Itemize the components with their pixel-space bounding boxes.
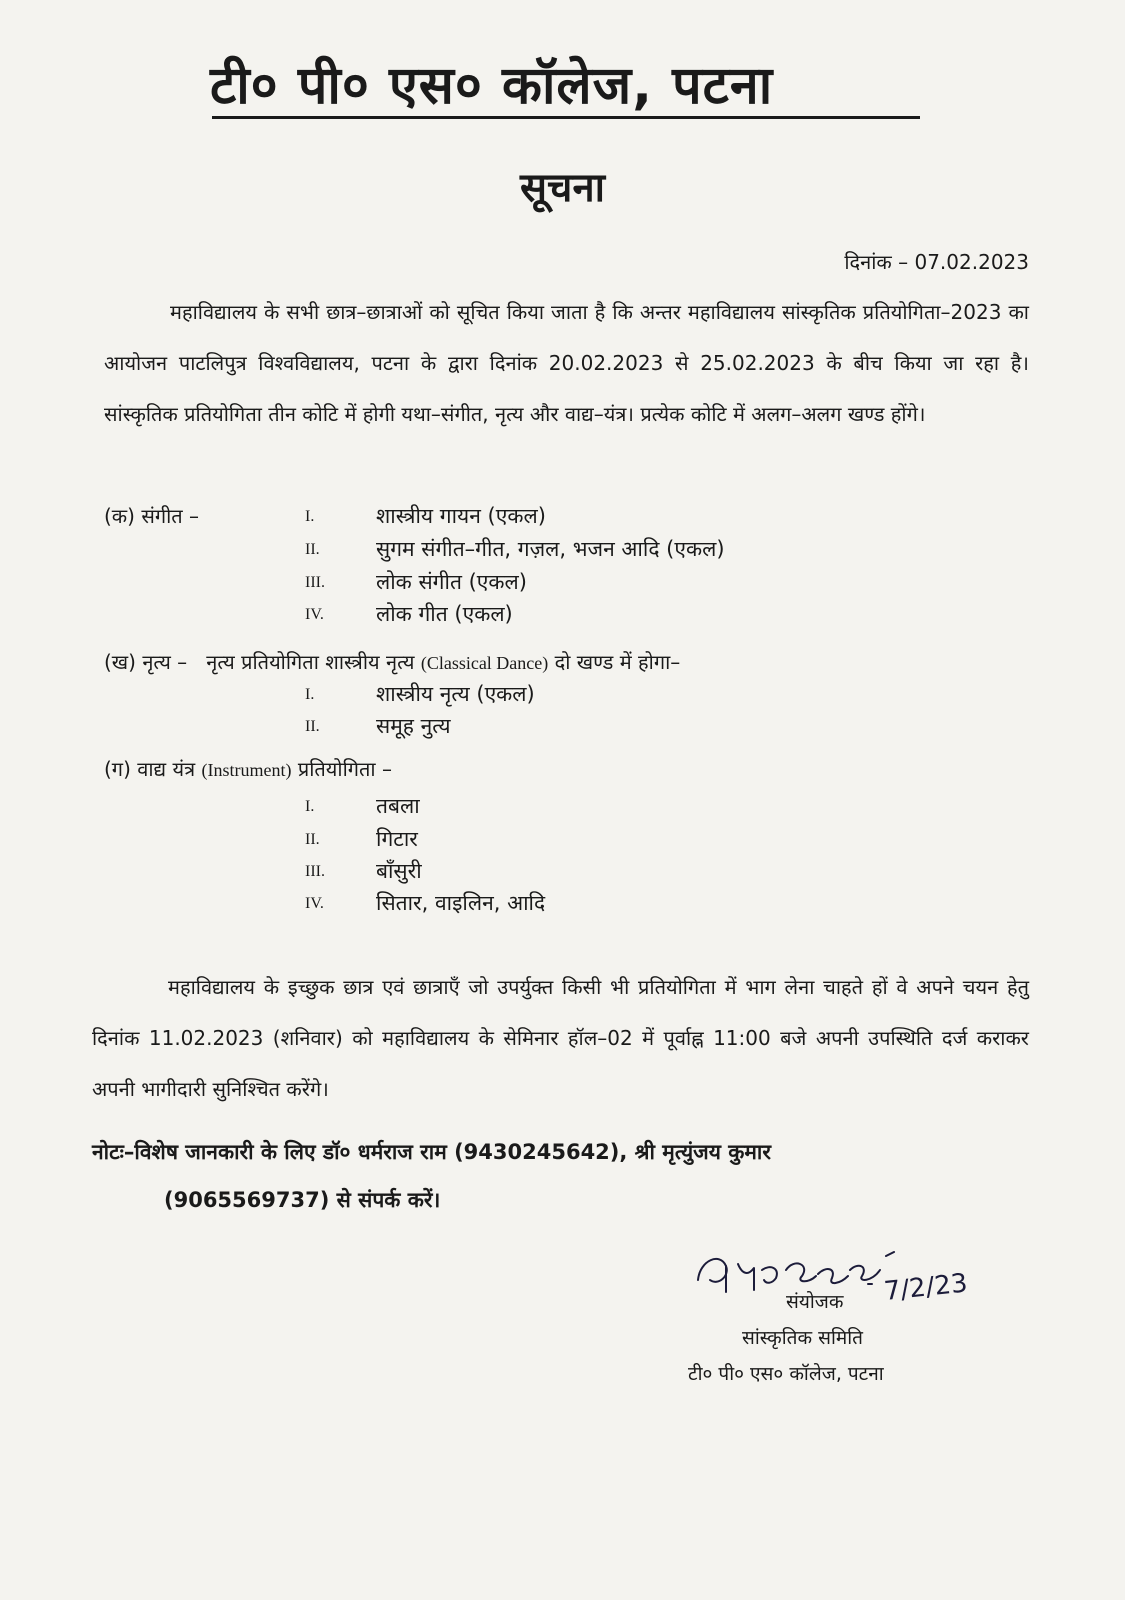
participation-paragraph-text: महाविद्यालय के इच्छुक छात्र एवं छात्राएँ जो उपर्युक्त किसी भी प्रतियोगिता में भाग लेना चाहते हों वे अपने चयन हेतु दिनांक 11.02.2023 (शनिवार) को महाविद्यालय के सेमिनार हॉल–02 में पूर्वाह्न 11:00 बजे अपनी उपस्थिति दर्ज कराकर अपनी भागीदारी सुनिश्चित करेंगे।: [92, 975, 1029, 1101]
participation-paragraph: [92, 962, 1029, 1115]
note-line-2: (9065569737) से संपर्क करें।: [164, 1188, 441, 1212]
signatory-college: टी० पी० एस० कॉलेज, पटना: [688, 1363, 884, 1385]
category-music-label: (क) संगीत –: [104, 504, 200, 528]
signature-block: [690, 1240, 1020, 1420]
handwritten-signature: [690, 1240, 1010, 1320]
category-dance-label: (ख) नृत्य – नृत्य प्रतियोगिता शास्त्रीय नृत्य (Classical Dance) दो खण्ड में होगा–: [104, 650, 681, 674]
notice-heading: सूचना: [520, 165, 605, 211]
category-instrument-label: (ग) वाद्य यंत्र (Instrument) प्रतियोगिता –: [104, 757, 392, 781]
signatory-committee: सांस्कृतिक समिति: [742, 1327, 864, 1349]
intro-paragraph: [104, 287, 1029, 440]
college-title: टी० पी० एस० कॉलेज, पटना: [210, 56, 774, 116]
intro-paragraph-text: महाविद्यालय के सभी छात्र–छात्राओं को सूचित किया जाता है कि अन्तर महाविद्यालय सांस्कृतिक प्रतियोगिता–2023 का आयोजन पाटलिपुत्र विश्वविद्यालय, पटना के द्वारा दिनांक 20.02.2023 से 25.02.2023 के बीच किया जा रहा है। सांस्कृतिक प्रतियोगिता तीन कोटि में होगी यथा–संगीत, नृत्य और वाद्य–यंत्र। प्रत्येक कोटि में अलग–अलग खण्ड होंगे।: [104, 300, 1029, 426]
signatory-designation: संयोजक: [786, 1291, 844, 1313]
title-underline: [212, 116, 920, 119]
note-line-1: नोटः–विशेष जानकारी के लिए डॉ० धर्मराज राम (9430245642), श्री मृत्युंजय कुमार: [92, 1140, 771, 1164]
notice-date: दिनांक – 07.02.2023: [844, 250, 1029, 274]
notice-page: टी० पी० एस० कॉलेज, पटना सूचना दिनांक – 07.02.2023 महाविद्यालय के सभी छात्र–छात्राओं को सूचित किया जाता है कि अन्तर महाविद्यालय सांस्कृतिक प्रतियोगिता–2023 का आयोजन पाटलिपुत्र विश्वविद्यालय, पटना के द्वारा दिनांक 20.02.2023 से 25.02.2023 के बीच किया जा रहा है। सांस्कृतिक प्रतियोगिता तीन कोटि में होगी यथा–संगीत, नृत्य और वाद्य–यंत्र। प्रत्येक कोटि में अलग–अलग खण्ड होंगे। (क) संगीत – I. शास्त्रीय गायन (एकल) II. सुगम संगीत–गीत, गज़ल, भजन आदि (एकल) III. लोक संगीत (एकल) IV. लोक गीत (एकल) (ख) नृत्य – नृत्य प्रतियोगिता शास्त्रीय नृत्य (Classical Dance) दो खण्ड में होगा– I. शास्त्रीय नृत्य (एकल) II. समूह नुत्य (ग) वाद्य यंत्र (Instrument) प्रतियोगिता – I. तबला II. गिटार III. बाँसुरी IV. सितार, वाइलिन, आदि महाविद्यालय के इच्छुक छात्र एवं छात्राएँ जो उपर्युक्त किसी भी प्रतियोगिता में भाग लेना चाहते हों वे अपने चयन हेतु दिनांक 11.02.2023 (शनिवार) को महाविद्यालय के सेमिनार हॉल–02 में पूर्वाह्न 11:00 बजे अपनी उपस्थिति दर्ज कराकर अपनी भागीदारी सुनिश्चित करेंगे। नोटः–विशेष जानकारी के लिए डॉ० धर्मराज राम (9430245642), श्री मृत्युंजय कुमार (9065569737) से संपर्क करें। 7/2/23 संयोजक सांस्कृतिक समिति टी० पी० एस० कॉलेज, पटना: [0, 0, 1125, 1600]
signature-date: 7/2/23: [882, 1268, 969, 1307]
contact-note: [92, 1128, 1029, 1224]
